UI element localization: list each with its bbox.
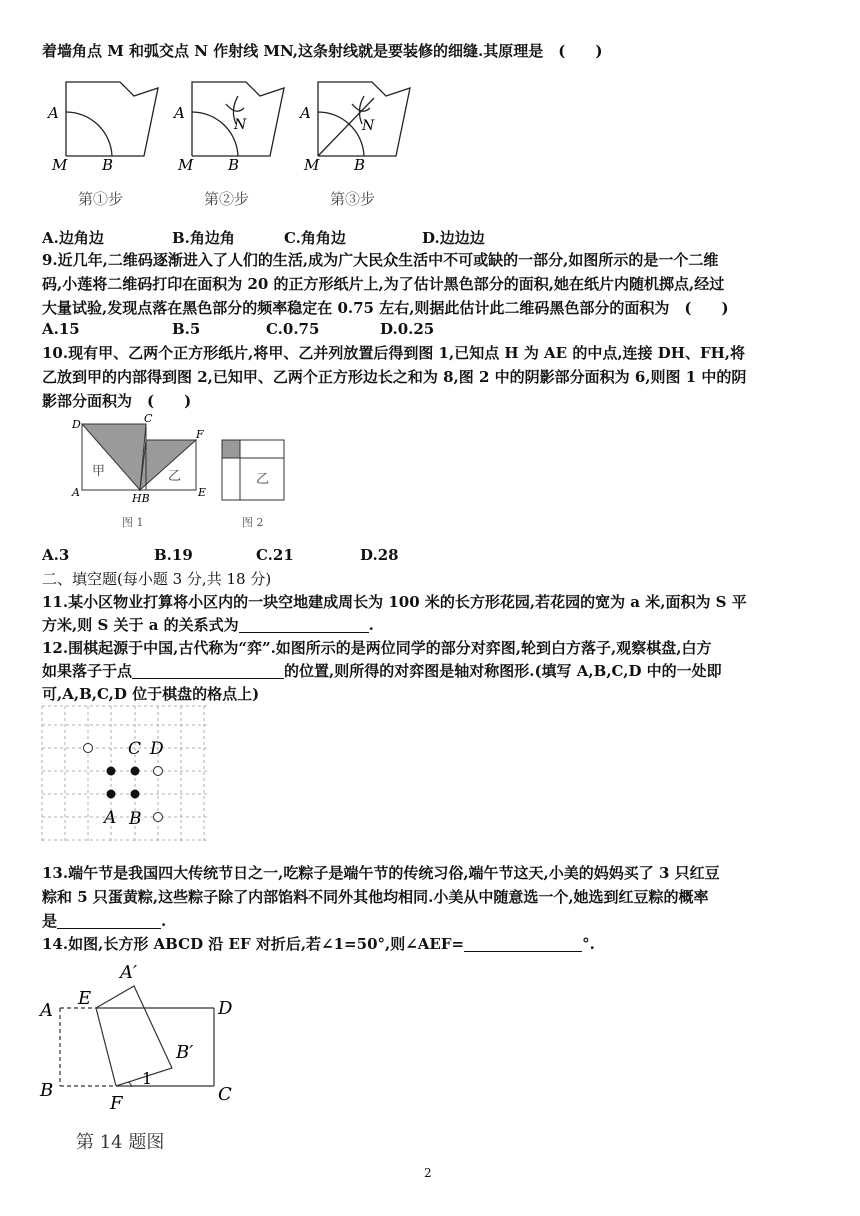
q8-label-a: A — [174, 104, 185, 122]
black-stone — [107, 790, 116, 799]
q12-label-c: C — [128, 739, 142, 759]
q10-fig2-caption: 图 2 — [242, 516, 264, 529]
q10-label-e: E — [198, 486, 207, 499]
q8-step1-diagram — [66, 82, 158, 156]
q8-step2-caption: 第②步 — [204, 190, 250, 208]
q8-label-b: B — [228, 156, 240, 174]
q8-option-a: A.边角边 — [42, 229, 104, 247]
q12-label-d: D — [150, 739, 164, 759]
q10-label-hb: HB — [132, 492, 150, 505]
q12-board-grid — [42, 706, 208, 842]
q8-step1-caption: 第①步 — [78, 190, 124, 208]
q8-label-n: N — [234, 117, 247, 133]
q11-line1: 11.某小区物业打算将小区内的一块空地建成周长为 100 米的长方形花园,若花园的宽为 a 米,面积为 S 平 — [42, 593, 747, 611]
q10-option-b: B.19 — [154, 546, 193, 564]
q10-option-d: D.28 — [360, 546, 399, 564]
q11-line2-text: 方米,则 S 关于 a 的关系式为 — [42, 616, 239, 634]
white-stone — [84, 744, 93, 753]
black-stone — [107, 767, 116, 776]
q9-option-b: B.5 — [172, 320, 201, 338]
q8-option-d: D.边边边 — [422, 229, 485, 247]
q13-line3 — [42, 910, 166, 932]
q12-line2-text: 如果落子于点 — [42, 662, 133, 680]
q14-label-e: E — [78, 988, 92, 1009]
q8-label-m: M — [304, 156, 320, 174]
q10-line1: 10.现有甲、乙两个正方形纸片,将甲、乙并列放置后得到图 1,已知点 H 为 AE 的中点,连接 DH、FH,将 — [42, 344, 746, 362]
q8-label-m: M — [178, 156, 194, 174]
q14-line1 — [42, 933, 595, 955]
q13-line3-text: 是 — [42, 912, 58, 930]
q10-figure — [62, 412, 292, 537]
q11-line2 — [42, 614, 374, 636]
q8-figure — [42, 72, 422, 217]
q10-label-jia: 甲 — [92, 464, 106, 479]
white-stone — [154, 767, 163, 776]
q10-option-c: C.21 — [256, 546, 294, 564]
q8-label-b: B — [102, 156, 114, 174]
q10-label-c: C — [144, 412, 153, 425]
q11-answer-blank[interactable] — [239, 616, 369, 633]
q12-label-b: B — [129, 809, 142, 829]
q14-label-d: D — [218, 998, 233, 1019]
q14-label-b-prime: B′ — [176, 1042, 194, 1063]
q8-option-b: B.角边角 — [172, 229, 235, 247]
q13-line2: 粽和 5 只蛋黄粽,这些粽子除了内部馅料不同外其他均相同.小美从中随意选一个,她选到红豆粽的概率 — [42, 888, 709, 906]
q8-text: 着墙角点 M 和弧交点 N 作射线 MN,这条射线就是要装修的细缝.其原理是 ( ) — [42, 42, 603, 60]
q8-step3-caption: 第③步 — [330, 190, 376, 208]
q10-line3: 影部分面积为 ( ) — [42, 392, 192, 410]
q12-line2 — [42, 660, 722, 682]
q12-answer-blank[interactable] — [132, 662, 284, 679]
q10-fig1-caption: 图 1 — [122, 516, 144, 529]
white-stone — [154, 813, 163, 822]
page-number: 2 — [424, 1166, 432, 1180]
q13-line3-end: . — [161, 912, 167, 930]
q10-fig2-diagram — [222, 440, 284, 500]
q10-label-yi2: 乙 — [256, 472, 270, 487]
q12-line1: 12.围棋起源于中国,古代称为“弈”.如图所示的是两位同学的部分对弈图,轮到白方落子,观察棋盘,白方 — [42, 639, 712, 657]
q14-folded-part — [96, 986, 172, 1086]
q14-label-a: A — [40, 1000, 53, 1021]
q8-label-n: N — [362, 118, 375, 134]
q14-caption: 第 14 题图 — [76, 1132, 165, 1153]
q9-option-a: A.15 — [42, 320, 80, 338]
q14-label-c: C — [218, 1084, 232, 1105]
section-heading: 二、填空题(每小题 3 分,共 18 分) — [42, 570, 272, 588]
q8-label-b: B — [354, 156, 366, 174]
black-stone — [131, 790, 140, 799]
q8-label-m: M — [52, 156, 68, 174]
q8-label-a: A — [48, 104, 59, 122]
q9-line1: 9.近几年,二维码逐渐进入了人们的生活,成为广大民众生活中不可或缺的一部分,如图所示的是一个二维 — [42, 251, 719, 269]
q9-line2: 码,小莲将二维码打印在面积为 20 的正方形纸片上,为了估计黑色部分的面积,她在纸片内随机掷点,经过 — [42, 275, 725, 293]
q14-answer-blank[interactable] — [464, 935, 582, 952]
q10-line2: 乙放到甲的内部得到图 2,已知甲、乙两个正方形边长之和为 8,图 2 中的阴影部分面积为 6,则图 1 中的阴 — [42, 368, 747, 386]
q14-label-a-prime: A′ — [120, 962, 138, 983]
q13-answer-blank[interactable] — [57, 912, 161, 929]
q12-line3: 可,A,B,C,D 位于棋盘的格点上) — [42, 685, 260, 703]
q14-label-b: B — [40, 1080, 54, 1101]
q10-label-yi: 乙 — [168, 469, 182, 484]
q12-go-board — [40, 704, 210, 844]
q9-line3: 大量试验,发现点落在黑色部分的频率稳定在 0.75 左右,则据此估计此二维码黑色部分的面积为 ( ) — [42, 299, 729, 317]
q12-line2-rest: 的位置,则所得的对弈图是轴对称图形.(填写 A,B,C,D 中的一处即 — [284, 662, 722, 680]
q14-label-angle-1: 1 — [142, 1069, 153, 1088]
q8-label-a: A — [300, 104, 311, 122]
q9-option-d: D.0.25 — [380, 320, 435, 338]
q10-label-f: F — [196, 428, 204, 441]
q14-line1-text: 14.如图,长方形 ABCD 沿 EF 对折后,若∠1=50°,则∠AEF= — [42, 935, 465, 953]
q14-figure — [34, 956, 254, 1161]
q12-label-a: A — [104, 808, 117, 828]
q13-line1: 13.端午节是我国四大传统节日之一,吃粽子是端午节的传统习俗,端午节这天,小美的妈妈买了 3 只红豆 — [42, 864, 720, 882]
q9-option-c: C.0.75 — [266, 320, 320, 338]
q11-line2-end: . — [368, 616, 374, 634]
q10-label-d: D — [72, 418, 81, 431]
q14-line1-end: °. — [582, 935, 595, 953]
q14-label-f: F — [110, 1093, 123, 1114]
black-stone — [131, 767, 140, 776]
q10-label-a: A — [72, 486, 80, 499]
q10-option-a: A.3 — [42, 546, 70, 564]
q8-option-c: C.角角边 — [284, 229, 346, 247]
